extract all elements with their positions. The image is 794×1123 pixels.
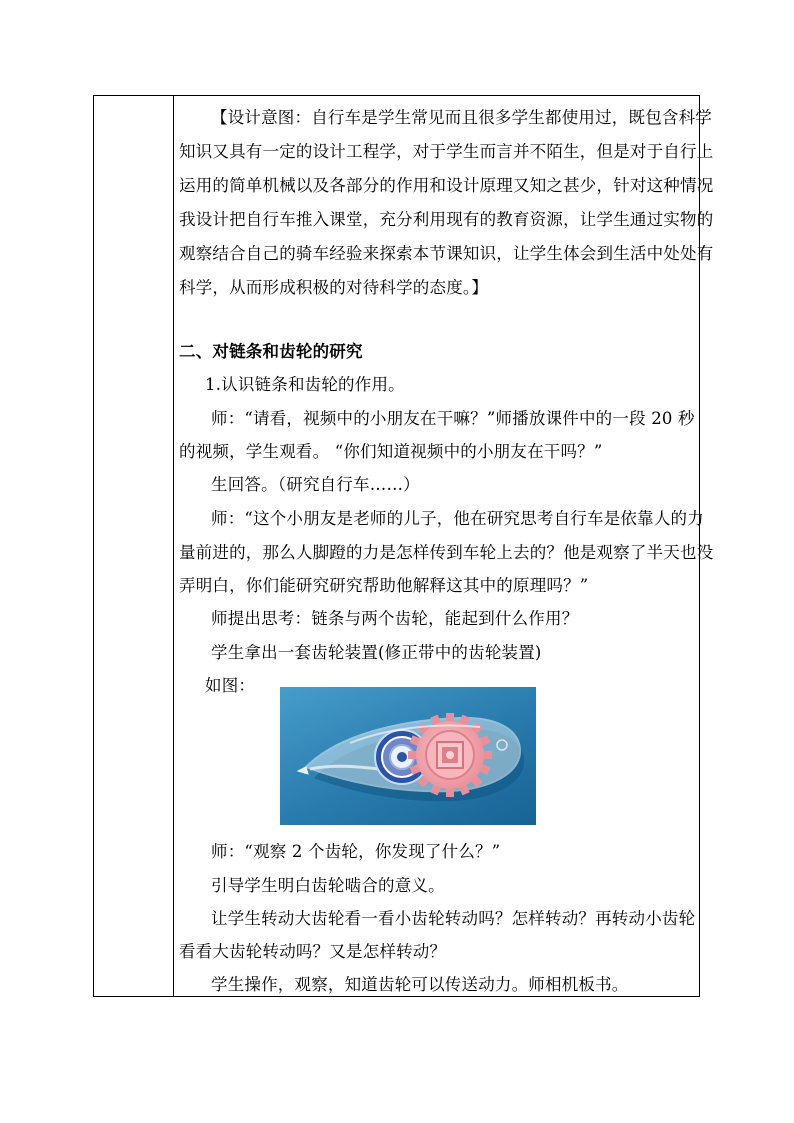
- rotate-instruction-line-2: 看看大齿轮转动吗？又是怎样转动？: [179, 942, 447, 961]
- section-heading: 二、对链条和齿轮的研究: [179, 342, 363, 361]
- teacher-observe-question: 师：“观察 2 个齿轮，你发现了什么？”: [211, 842, 501, 861]
- teacher-question-1-line-1: 师：“请看，视频中的小朋友在干嘛？”师播放课件中的一段 20 秒: [211, 409, 695, 428]
- table-column-divider: [173, 96, 174, 996]
- student-operate-line: 学生操作，观察，知道齿轮可以传送动力。师相机板书。: [211, 975, 629, 994]
- gear-device-photo: [280, 687, 536, 825]
- teacher-question-2-line-1: 师：“这个小朋友是老师的儿子，他在研究思考自行车是依靠人的力: [211, 509, 704, 528]
- teacher-question-2-line-2: 量前进的，那么人脚蹬的力是怎样传到车轮上去的？他是观察了半天也没: [179, 543, 714, 562]
- lesson-table: [93, 95, 714, 997]
- rotate-instruction-line-1: 让学生转动大齿轮看一看小齿轮转动吗？怎样转动？再转动小齿轮: [211, 909, 696, 928]
- teacher-question-2-line-3: 弄明白，你们能研究研究帮助他解释这其中的原理吗？”: [179, 576, 589, 595]
- design-intent-line-6: 科学，从而形成积极的对待科学的态度。】: [179, 278, 489, 297]
- design-intent-line-1: 【设计意图：自行车是学生常见而且很多学生都使用过，既包含科学: [211, 108, 712, 127]
- student-answer: 生回答。（研究自行车……）: [211, 475, 420, 494]
- teacher-question-1-line-2: 的视频，学生观看。 “你们知道视频中的小朋友在干吗？”: [179, 442, 603, 461]
- content-cell: [179, 96, 714, 996]
- design-intent-line-2: 知识又具有一定的设计工程学，对于学生而言并不陌生，但是对于自行上: [179, 142, 714, 161]
- gear-device-illustration: [280, 687, 536, 825]
- as-figure-label: 如图：: [205, 676, 256, 695]
- student-device-line: 学生拿出一套齿轮装置(修正带中的齿轮装置): [211, 643, 542, 662]
- design-intent-line-3: 运用的简单机械以及各部分的作用和设计原理又知之甚少，针对这种情况: [179, 176, 714, 195]
- guide-line: 引导学生明白齿轮啮合的意义。: [211, 876, 445, 895]
- subsection-title: 1.认识链条和齿轮的作用。: [205, 375, 405, 394]
- design-intent-line-4: 我设计把自行车推入课堂，充分利用现有的教育资源，让学生通过实物的: [179, 210, 714, 229]
- design-intent-line-5: 观察结合自己的骑车经验来探索本节课知识，让学生体会到生活中处处有: [179, 244, 714, 263]
- teacher-think-prompt: 师提出思考：链条与两个齿轮，能起到什么作用？: [211, 609, 579, 628]
